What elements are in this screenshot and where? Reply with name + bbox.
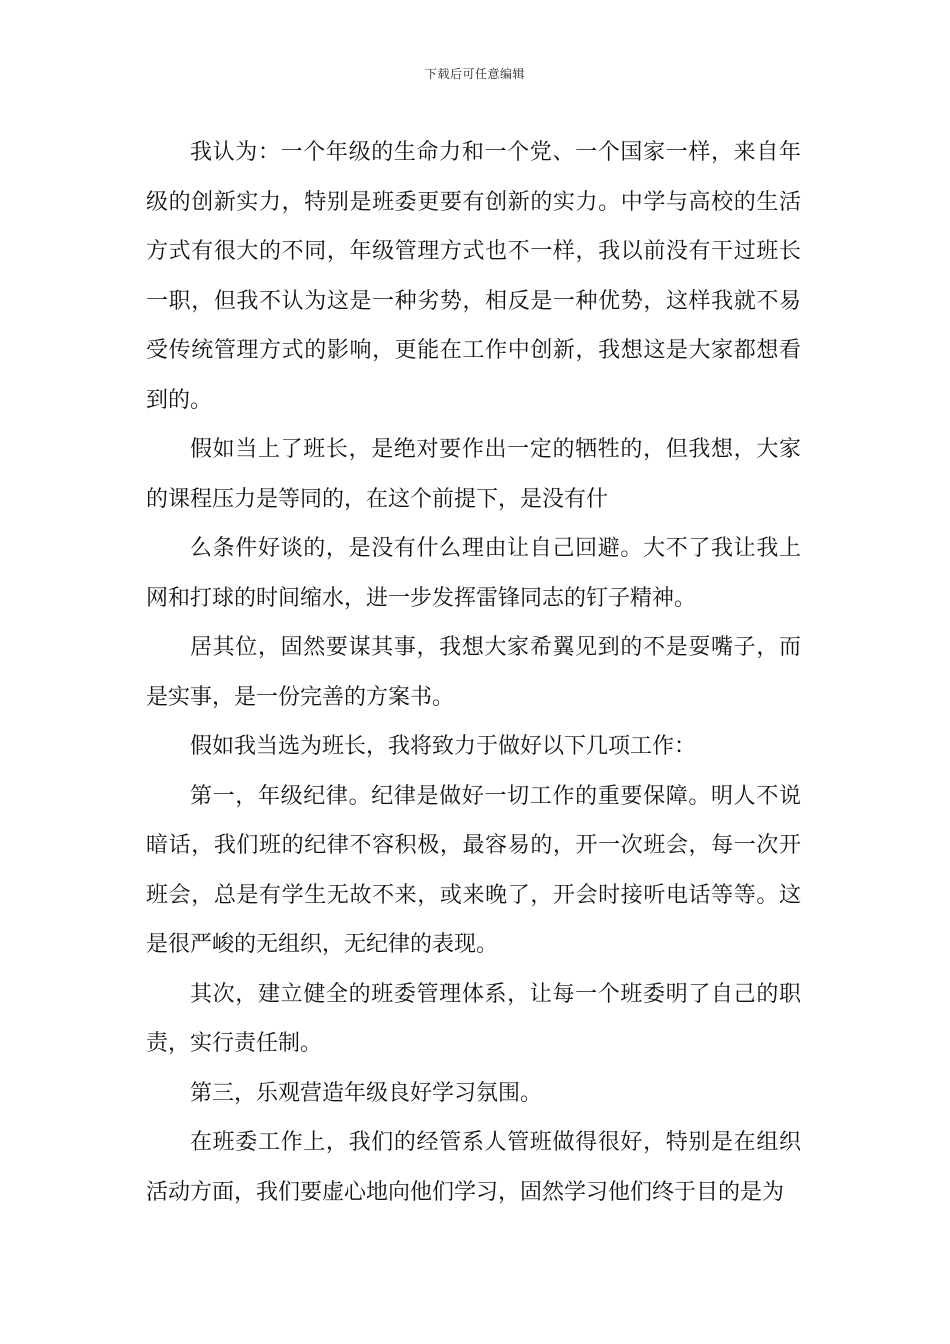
paragraph: 我认为：一个年级的生命力和一个党、一个国家一样，来自年级的创新实力，特别是班委更要有创新的实力。中学与高校的生活方式有很大的不同，年级管理方式也不一样，我以前没有干过班长一职，但我不认为这是一种劣势，相反是一种优势，这样我就不易受传统管理方式的影响，更能在工作中创新，我想这是大家都想看到的。 [146,140,801,413]
paragraph: 第三，乐观营造年级良好学习氛围。 [190,1080,543,1106]
paragraph: 假如我当选为班长，我将致力于做好以下几项工作： [190,734,697,759]
paragraph: 么条件好谈的，是没有什么理由让自己回避。大不了我让我上网和打球的时间缩水，进一步发挥雷锋同志的钉子精神。 [146,536,801,611]
paragraph: 第一，年级纪律。纪律是做好一切工作的重要保障。明人不说暗话，我们班的纪律不容积极，最容易的，开一次班会，每一次开班会，总是有学生无故不来，或来晚了，开会时接听电话等等。这是很严峻的无组织，无纪律的表现。 [146,783,801,957]
document-body [146,128,801,1217]
paragraph: 在班委工作上，我们的经管系人管班做得很好，特别是在组织活动方面，我们要虚心地向他们学习，固然学习他们终于目的是为 [146,1130,801,1205]
page-header: 下载后可任意编辑 [424,67,525,81]
paragraph: 假如当上了班长，是绝对要作出一定的牺牲的，但我想，大家的课程压力是等同的，在这个前提下，是没有什 [146,437,801,512]
paragraph: 居其位，固然要谋其事，我想大家希翼见到的不是耍嘴子，而是实事，是一份完善的方案书。 [146,635,801,710]
paragraph: 其次，建立健全的班委管理体系，让每一个班委明了自己的职责，实行责任制。 [146,981,801,1056]
